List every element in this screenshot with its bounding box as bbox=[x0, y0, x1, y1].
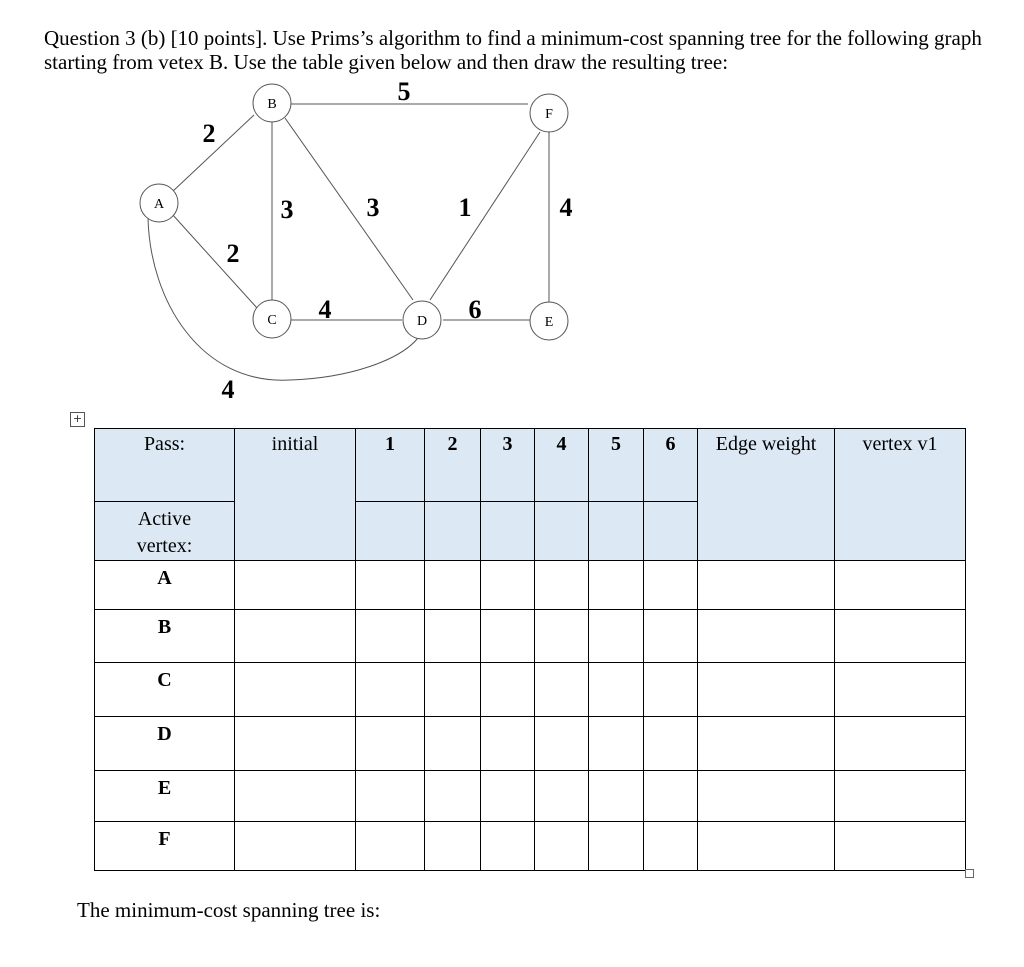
table-row-e bbox=[95, 771, 966, 822]
pass-label: Pass: bbox=[143, 433, 186, 455]
footer-text: The minimum-cost spanning tree is: bbox=[77, 898, 381, 922]
table-cell[interactable] bbox=[356, 663, 425, 717]
pass-5-header[interactable]: 5 bbox=[589, 429, 644, 502]
table-cell[interactable] bbox=[235, 561, 356, 610]
weight-a-c: 2 bbox=[226, 239, 240, 268]
table-cell[interactable] bbox=[589, 610, 644, 663]
table-cell[interactable] bbox=[835, 561, 966, 610]
row-label-cell[interactable]: E bbox=[95, 771, 235, 822]
pass-6-header[interactable]: 6 bbox=[644, 429, 698, 502]
active-vertex-label-cell[interactable] bbox=[95, 502, 235, 561]
pass-4-header[interactable]: 4 bbox=[535, 429, 589, 502]
table-cell[interactable] bbox=[589, 663, 644, 717]
weight-b-c: 3 bbox=[280, 195, 294, 224]
table-cell[interactable] bbox=[535, 771, 589, 822]
weight-c-d: 4 bbox=[318, 295, 332, 324]
table-cell[interactable] bbox=[589, 822, 644, 871]
table-cell[interactable] bbox=[481, 771, 535, 822]
table-cell[interactable] bbox=[535, 663, 589, 717]
pass-label-cell[interactable] bbox=[95, 429, 235, 502]
table-cell[interactable] bbox=[535, 822, 589, 871]
edge-b-d bbox=[285, 118, 413, 300]
node-c-label: C bbox=[267, 313, 277, 328]
table-row-d bbox=[95, 717, 966, 771]
active-vertex-pass-3[interactable] bbox=[481, 502, 535, 561]
table-cell[interactable] bbox=[535, 561, 589, 610]
table-cell[interactable] bbox=[644, 561, 698, 610]
table-row-a bbox=[95, 561, 966, 610]
table-cell[interactable] bbox=[698, 822, 835, 871]
table-cell[interactable] bbox=[235, 717, 356, 771]
table-cell[interactable] bbox=[235, 663, 356, 717]
active-vertex-label: Active vertex: bbox=[136, 508, 193, 557]
table-cell[interactable] bbox=[644, 771, 698, 822]
table-cell[interactable] bbox=[235, 771, 356, 822]
edge-a-d bbox=[148, 218, 418, 380]
table-cell[interactable] bbox=[356, 610, 425, 663]
weight-b-d: 3 bbox=[366, 193, 380, 222]
node-b-label: B bbox=[267, 97, 277, 112]
table-cell[interactable] bbox=[644, 610, 698, 663]
weight-a-b: 2 bbox=[202, 119, 216, 148]
node-e-label: E bbox=[544, 315, 554, 330]
table-cell[interactable] bbox=[481, 822, 535, 871]
vertex-v1-header[interactable]: vertex v1 bbox=[835, 429, 966, 561]
table-cell[interactable] bbox=[535, 717, 589, 771]
table-cell[interactable] bbox=[698, 663, 835, 717]
table-cell[interactable] bbox=[589, 717, 644, 771]
row-label-cell[interactable]: F bbox=[95, 822, 235, 871]
table-cell[interactable] bbox=[356, 771, 425, 822]
table-cell[interactable] bbox=[356, 561, 425, 610]
table-cell[interactable] bbox=[481, 717, 535, 771]
table-cell[interactable] bbox=[835, 717, 966, 771]
table-cell[interactable] bbox=[698, 610, 835, 663]
edge-a-c bbox=[172, 214, 257, 308]
table-cell[interactable] bbox=[644, 663, 698, 717]
question-line-2: starting from vetex B. Use the table given below and then draw the resulting tree: bbox=[44, 50, 729, 74]
weight-a-d: 4 bbox=[221, 375, 235, 404]
table-cell[interactable] bbox=[535, 610, 589, 663]
active-vertex-pass-6[interactable] bbox=[644, 502, 698, 561]
question-line-1: Question 3 (b) [10 points]. Use Prims’s algorithm to find a minimum-cost spanning tree for the following graph bbox=[44, 26, 982, 50]
active-vertex-pass-5[interactable] bbox=[589, 502, 644, 561]
table-cell[interactable] bbox=[481, 610, 535, 663]
edge-d-f bbox=[430, 132, 540, 300]
table-row-b bbox=[95, 610, 966, 663]
node-f-label: F bbox=[545, 107, 553, 122]
initial-header-cell[interactable] bbox=[235, 429, 356, 561]
table-cell[interactable] bbox=[698, 717, 835, 771]
table-cell[interactable] bbox=[235, 610, 356, 663]
table-cell[interactable] bbox=[356, 717, 425, 771]
table-cell[interactable] bbox=[481, 663, 535, 717]
pass-1-header[interactable]: 1 bbox=[356, 429, 425, 502]
table-cell[interactable] bbox=[698, 771, 835, 822]
prim-table bbox=[94, 428, 966, 871]
table-cell[interactable] bbox=[644, 717, 698, 771]
graph-diagram bbox=[0, 0, 1024, 420]
table-row-f bbox=[95, 822, 966, 871]
active-vertex-pass-2[interactable] bbox=[425, 502, 481, 561]
pass-2-header[interactable]: 2 bbox=[425, 429, 481, 502]
table-cell[interactable] bbox=[425, 822, 481, 871]
active-vertex-pass-4[interactable] bbox=[535, 502, 589, 561]
table-cell[interactable] bbox=[835, 822, 966, 871]
table-cell[interactable] bbox=[481, 561, 535, 610]
active-vertex-pass-1[interactable] bbox=[356, 502, 425, 561]
table-cell[interactable] bbox=[835, 771, 966, 822]
table-resize-handle[interactable] bbox=[965, 869, 974, 878]
row-label-cell[interactable]: B bbox=[95, 610, 235, 663]
edge-weight-header[interactable]: Edge weight bbox=[698, 429, 835, 561]
table-cell[interactable] bbox=[235, 822, 356, 871]
row-label-cell[interactable]: C bbox=[95, 663, 235, 717]
table-move-handle-icon[interactable]: + bbox=[70, 412, 85, 427]
table-cell[interactable] bbox=[425, 663, 481, 717]
weight-d-e: 6 bbox=[468, 295, 482, 324]
table-row-c bbox=[95, 663, 966, 717]
node-d-label: D bbox=[416, 314, 428, 329]
weight-f-e: 4 bbox=[559, 193, 573, 222]
table-cell[interactable] bbox=[644, 822, 698, 871]
table-cell[interactable] bbox=[589, 771, 644, 822]
table-cell[interactable] bbox=[425, 561, 481, 610]
row-label-cell[interactable]: D bbox=[95, 717, 235, 771]
table-cell[interactable] bbox=[589, 561, 644, 610]
initial-label: initial bbox=[271, 433, 319, 455]
pass-3-header[interactable]: 3 bbox=[481, 429, 535, 502]
table-cell[interactable] bbox=[835, 663, 966, 717]
weight-d-f: 1 bbox=[458, 193, 472, 222]
table-cell[interactable] bbox=[425, 771, 481, 822]
node-a-label: A bbox=[153, 197, 165, 212]
table-cell[interactable] bbox=[425, 717, 481, 771]
table-cell[interactable] bbox=[356, 822, 425, 871]
table-cell[interactable] bbox=[425, 610, 481, 663]
weight-b-f: 5 bbox=[397, 77, 411, 106]
table-cell[interactable] bbox=[698, 561, 835, 610]
row-label-cell[interactable]: A bbox=[95, 561, 235, 610]
table-cell[interactable] bbox=[835, 610, 966, 663]
